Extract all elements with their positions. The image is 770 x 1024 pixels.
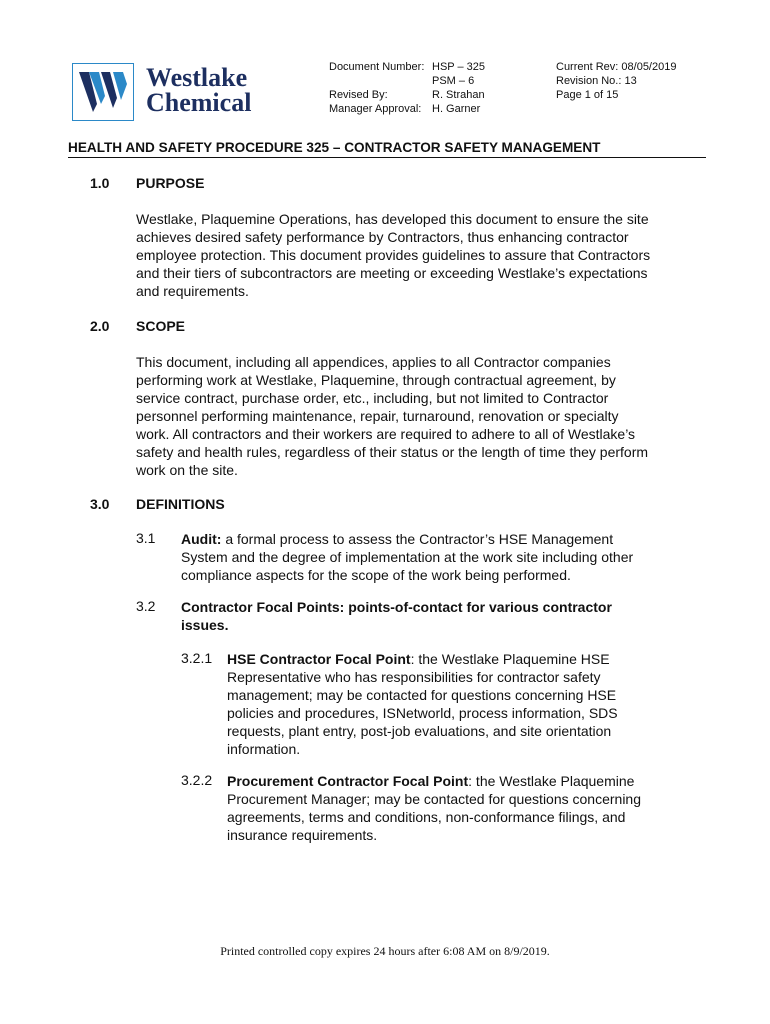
def-3-2-2-term: Procurement Contractor Focal Point (227, 773, 469, 789)
def-3-2-2-text: : the Westlake Plaquemine (468, 773, 635, 789)
def-3-2-2-body (227, 772, 641, 844)
section-2-number: 2.0 (90, 318, 110, 334)
def-3-2-1-line: policies and procedures, ISNetworld, process information, SDS (227, 705, 618, 721)
def-3-2-line-1: Contractor Focal Points: points-of-contact for various contractor (181, 599, 612, 615)
company-logo (72, 63, 262, 123)
def-3-2-2-line-1 (227, 772, 641, 790)
def-3-2-1-text: : the Westlake Plaquemine HSE (410, 651, 610, 667)
section-1-line: employee protection. This document provides guidelines to assure that Contractors (136, 247, 651, 263)
revised-by-value: R. Strahan (432, 89, 485, 101)
section-3-number: 3.0 (90, 496, 110, 512)
revision-no: Revision No.: 13 (556, 75, 637, 87)
section-2-line: This document, including all appendices, applies to all Contractor companies (136, 354, 611, 370)
def-3-2-body (181, 598, 612, 634)
manager-approval-value: H. Garner (432, 103, 481, 115)
section-1-line: and their tiers of subcontractors are meeting or exceeding Westlake’s expectations (136, 265, 648, 281)
section-1-number: 1.0 (90, 175, 110, 191)
page-number: Page 1 of 15 (556, 89, 619, 101)
def-3-2-1-line: management; may be contacted for questions concerning HSE (227, 687, 617, 703)
section-1-title: PURPOSE (136, 175, 205, 191)
def-3-2-1-line: information. (227, 741, 301, 757)
def-3-2-1-term: HSE Contractor Focal Point (227, 651, 411, 667)
def-3-1-line-2: System and the degree of implementation at the work site including other (181, 549, 634, 565)
current-rev: Current Rev: 08/05/2019 (556, 61, 677, 73)
section-2-line: work. All contractors and their workers are required to adhere to all of Westlake’s (136, 426, 636, 442)
logo-mark (72, 63, 134, 121)
section-2-line: safety and health rules, regardless of their status or the length of time they perform (136, 444, 649, 460)
def-3-2-number: 3.2 (136, 598, 156, 614)
title-divider (68, 157, 706, 158)
def-3-2-1-line: requests, plant entry, post-job evaluations, and site orientation (227, 723, 612, 739)
def-3-2-2-line: agreements, terms and conditions, non-conformance filings, and (227, 809, 626, 825)
doc-number-value-2: PSM – 6 (432, 75, 475, 87)
section-2-line: service contract, purchase order, etc., including, but not limited to Contractor (136, 390, 609, 406)
doc-number-value-1: HSP – 325 (432, 61, 486, 73)
def-3-2-2-line: Procurement Manager; may be contacted for questions concerning (227, 791, 642, 807)
section-1-line: achieves desired safety performance by Contractors, thus enhancing contractor (136, 229, 629, 245)
manager-approval-label: Manager Approval: (329, 103, 422, 115)
def-3-2-1-number: 3.2.1 (181, 650, 213, 666)
section-1-line: and requirements. (136, 283, 249, 299)
def-3-1-line-3: compliance aspects for the scope of the work being performed. (181, 567, 571, 583)
def-3-2-1-line-1 (227, 650, 618, 668)
section-1-line: Westlake, Plaquemine Operations, has developed this document to ensure the site (136, 211, 649, 227)
logo-w-icon (77, 70, 129, 114)
def-3-1-number: 3.1 (136, 530, 156, 546)
def-3-1-term: Audit: (181, 531, 222, 547)
def-3-2-1-line: Representative who has responsibilities for contractor safety (227, 669, 601, 685)
def-3-2-2-number: 3.2.2 (181, 772, 213, 788)
logo-line-1: Westlake (146, 63, 248, 92)
def-3-1-text: a formal process to assess the Contractor’s HSE Management (221, 531, 614, 547)
revised-by-label: Revised By: (329, 89, 388, 101)
print-expiry-footer: Printed controlled copy expires 24 hours after 6:08 AM on 8/9/2019. (220, 944, 550, 958)
section-2-line: performing work at Westlake, Plaquemine, through contractual agreement, by (136, 372, 616, 388)
section-3-title: DEFINITIONS (136, 496, 225, 512)
document-title: HEALTH AND SAFETY PROCEDURE 325 – CONTRACTOR SAFETY MANAGEMENT (68, 140, 601, 155)
logo-line-2: Chemical (146, 88, 252, 117)
section-2-title: SCOPE (136, 318, 186, 334)
def-3-2-2-line: insurance requirements. (227, 827, 378, 843)
section-2-line: work on the site. (136, 462, 238, 478)
def-3-1-body (181, 530, 633, 584)
doc-number-label: Document Number: (329, 61, 425, 73)
logo-wordmark (146, 65, 251, 115)
def-3-1-line-1 (181, 530, 633, 548)
section-2-body (136, 353, 648, 479)
section-1-body (136, 210, 650, 300)
def-3-2-1-body (227, 650, 618, 758)
def-3-2-line-2: issues. (181, 617, 229, 633)
section-2-line: personnel performing maintenance, repair, turnaround, renovation or specialty (136, 408, 619, 424)
